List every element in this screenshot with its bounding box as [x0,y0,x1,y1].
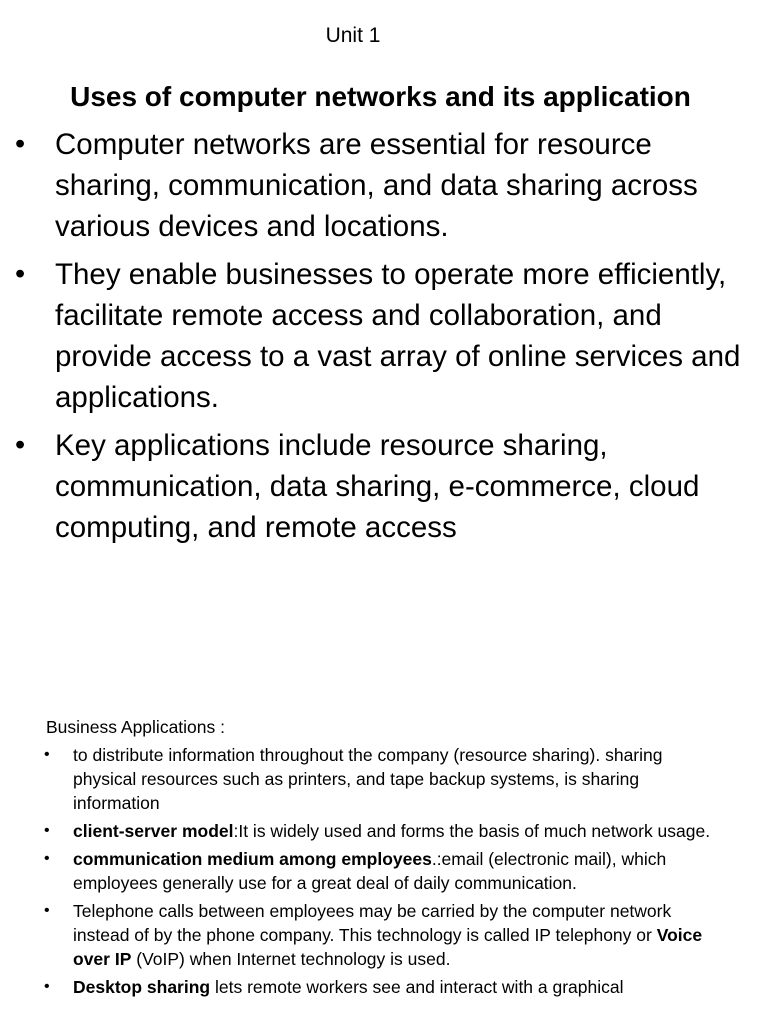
business-item-term: Desktop sharing [73,977,211,997]
bullet-icon: • [15,429,26,461]
business-item-text: (VoIP) when Internet technology is used. [131,949,451,969]
business-item [0,743,768,815]
bullet-icon: • [44,978,50,995]
main-point-text: Key applications include resource sharing, communication, data sharing, e-commerce, cloud computing, and remote access [55,429,700,544]
main-point [0,425,768,548]
business-item-text: to distribute information throughout the company (resource sharing). sharing physical resources such as printers, and tape backup systems, is sharing information [73,745,663,813]
main-points-list [0,124,768,555]
business-item-text: .:email (electronic mail), which employees generally use for a great deal of daily communication. [73,849,667,893]
bullet-icon: • [15,128,26,160]
bullet-icon: • [44,902,50,919]
bullet-icon: • [44,850,50,867]
main-point [0,124,768,247]
unit-label: Unit 1 [325,24,381,47]
main-point [0,254,768,418]
business-item-term: communication medium among employees [73,849,432,869]
business-item-term: Voice over IP [73,925,703,969]
business-applications-heading: Business Applications : [46,717,225,737]
business-item-text: Telephone calls between employees may be carried by the computer network instead of by the phone company. This technology is called IP telephony or [73,901,672,945]
business-item [0,847,768,895]
business-item [0,975,768,999]
business-item-text: lets remote workers see and interact with a graphical [210,977,624,997]
business-item-text: :It is widely used and forms the basis of much network usage. [233,821,711,841]
bullet-icon: • [44,822,50,839]
business-item [0,899,768,971]
page-title: Uses of computer networks and its application [70,81,691,112]
business-item [0,819,768,843]
business-item-term: client-server model [73,821,234,841]
bullet-icon: • [44,746,50,763]
business-applications-list [0,743,768,1003]
bullet-icon: • [15,258,26,290]
main-point-text: Computer networks are essential for resource sharing, communication, and data sharing across various devices and locations. [55,128,698,243]
main-point-text: They enable businesses to operate more efficiently, facilitate remote access and collaboration, and provide access to a vast array of online services and applications. [55,258,741,414]
